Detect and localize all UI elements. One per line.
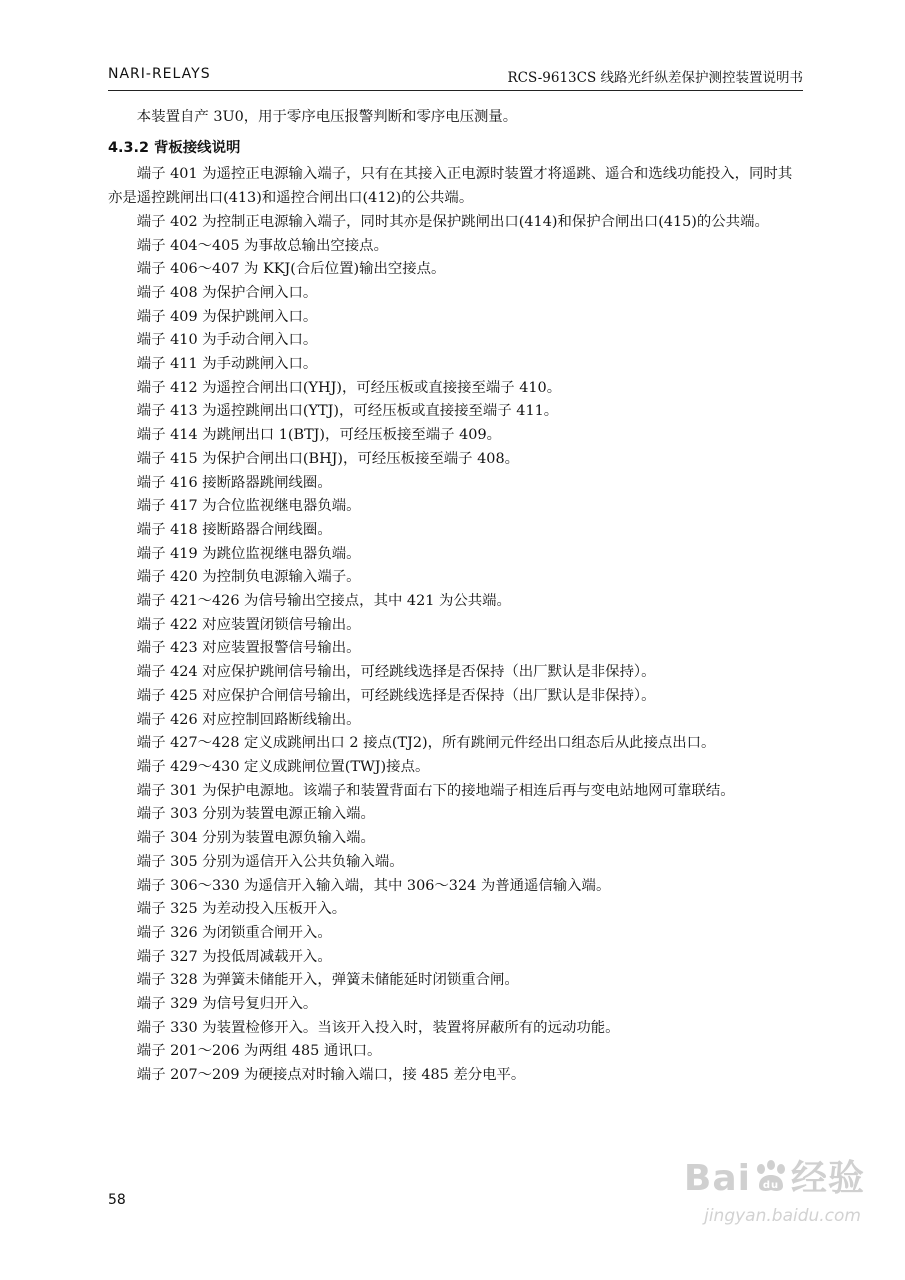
terminal-paragraph: 端子 429～430 定义成跳闸位置(TWJ)接点。 — [136, 758, 430, 775]
terminal-paragraph: 端子 422 对应装置闭锁信号输出。 — [136, 616, 361, 633]
page-number: 58 — [108, 1192, 126, 1208]
watermark-brand — [684, 1150, 865, 1201]
terminal-paragraph: 端子 423 对应装置报警信号输出。 — [136, 640, 361, 657]
section-heading — [108, 137, 803, 161]
terminal-paragraph: 端子 426 对应控制回路断线输出。 — [136, 711, 361, 728]
terminal-paragraph: 端子 304 分别为装置电源负输入端。 — [136, 830, 375, 847]
watermark-brand-left: Bai — [683, 1158, 751, 1199]
section-title: 背板接线说明 — [154, 139, 241, 156]
terminal-paragraph: 端子 409 为保护跳闸入口。 — [136, 308, 318, 325]
terminal-paragraph: 端子 410 为手动合闸入口。 — [136, 332, 318, 349]
terminal-paragraph: 端子 412 为遥控合闸出口(YHJ)，可经压板或直接接至端子 410。 — [136, 379, 562, 396]
document-title: RCS-9613CS 线路光纤纵差保护测控装置说明书 — [507, 70, 803, 86]
page-header — [108, 64, 803, 91]
watermark-brand-right: 经验 — [790, 1158, 865, 1199]
terminal-paragraph: 端子 418 接断路器合闸线圈。 — [136, 521, 332, 538]
terminal-paragraph: 端子 419 为跳位监视继电器负端。 — [136, 545, 361, 562]
brand-name: NARI-RELAYS — [108, 66, 211, 82]
terminal-paragraph: 端子 328 为弹簧未储能开入，弹簧未储能延时闭锁重合闸。 — [136, 972, 519, 989]
terminal-paragraph: 端子 421～426 为信号输出空接点，其中 421 为公共端。 — [136, 593, 511, 610]
terminal-paragraph: 端子 425 对应保护合闸信号输出，可经跳线选择是否保持（出厂默认是非保持）。 — [136, 687, 656, 704]
terminal-paragraph: 端子 401 为遥控正电源输入端子，只有在其接入正电源时装置才将遥跳、遥合和选线功能投入，同时其亦是遥控跳闸出口(413)和遥控合闸出口(412)的公共端。 — [108, 166, 793, 207]
terminal-paragraph: 端子 427～428 定义成跳闸出口 2 接点(TJ2)，所有跳闸元件经出口组态后从此接点出口。 — [136, 735, 716, 752]
terminal-paragraph: 端子 330 为装置检修开入。当该开入投入时，装置将屏蔽所有的远动功能。 — [136, 1019, 620, 1036]
page-content — [108, 106, 803, 1088]
paw-icon — [751, 1160, 791, 1194]
terminal-paragraph: 端子 411 为手动跳闸入口。 — [136, 356, 318, 373]
terminal-paragraph: 端子 404～405 为事故总输出空接点。 — [136, 237, 388, 254]
terminal-paragraph: 端子 326 为闭锁重合闸开入。 — [136, 924, 332, 941]
terminal-paragraph: 端子 415 为保护合闸出口(BHJ)，可经压板接至端子 408。 — [136, 450, 520, 467]
terminal-paragraph: 端子 420 为控制负电源输入端子。 — [136, 569, 361, 586]
terminal-paragraph: 端子 301 为保护电源地。该端子和装置背面右下的接地端子相连后再与变电站地网可靠联结。 — [136, 782, 735, 799]
terminal-paragraph: 端子 406～407 为 KKJ(合后位置)输出空接点。 — [136, 261, 446, 278]
terminal-paragraph: 端子 207～209 为硬接点对时输入端口，接 485 差分电平。 — [136, 1067, 526, 1084]
terminal-paragraph: 端子 424 对应保护跳闸信号输出，可经跳线选择是否保持（出厂默认是非保持）。 — [136, 664, 656, 681]
section-number: 4.3.2 — [108, 139, 149, 156]
terminal-paragraph: 端子 306～330 为遥信开入输入端，其中 306～324 为普通遥信输入端。 — [136, 877, 611, 894]
terminal-paragraph: 端子 413 为遥控跳闸出口(YTJ)，可经压板或直接接至端子 411。 — [136, 403, 559, 420]
watermark-url: jingyan.baidu.com — [704, 1206, 861, 1226]
terminal-paragraph: 端子 325 为差动投入压板开入。 — [136, 901, 347, 918]
terminal-paragraph: 端子 303 分别为装置电源正输入端。 — [136, 806, 375, 823]
svg-text:du: du — [762, 1180, 780, 1191]
terminal-paragraph: 端子 416 接断路器跳闸线圈。 — [136, 474, 332, 491]
terminal-paragraph: 端子 414 为跳闸出口 1(BTJ)，可经压板接至端子 409。 — [136, 427, 501, 444]
terminal-paragraph: 端子 402 为控制正电源输入端子，同时其亦是保护跳闸出口(414)和保护合闸出口(415)的公共端。 — [136, 213, 769, 230]
terminal-paragraph: 端子 417 为合位监视继电器负端。 — [136, 498, 361, 515]
terminal-paragraph: 端子 329 为信号复归开入。 — [136, 996, 318, 1013]
terminal-paragraph: 端子 327 为投低周减载开入。 — [136, 948, 332, 965]
baidu-jingyan-watermark — [615, 1150, 865, 1250]
terminal-paragraph: 端子 408 为保护合闸入口。 — [136, 284, 318, 301]
terminal-paragraph: 端子 305 分别为遥信开入公共负输入端。 — [136, 853, 404, 870]
intro-paragraph: 本装置自产 3U0，用于零序电压报警判断和零序电压测量。 — [136, 109, 518, 125]
terminal-paragraph: 端子 201～206 为两组 485 通讯口。 — [136, 1043, 382, 1060]
